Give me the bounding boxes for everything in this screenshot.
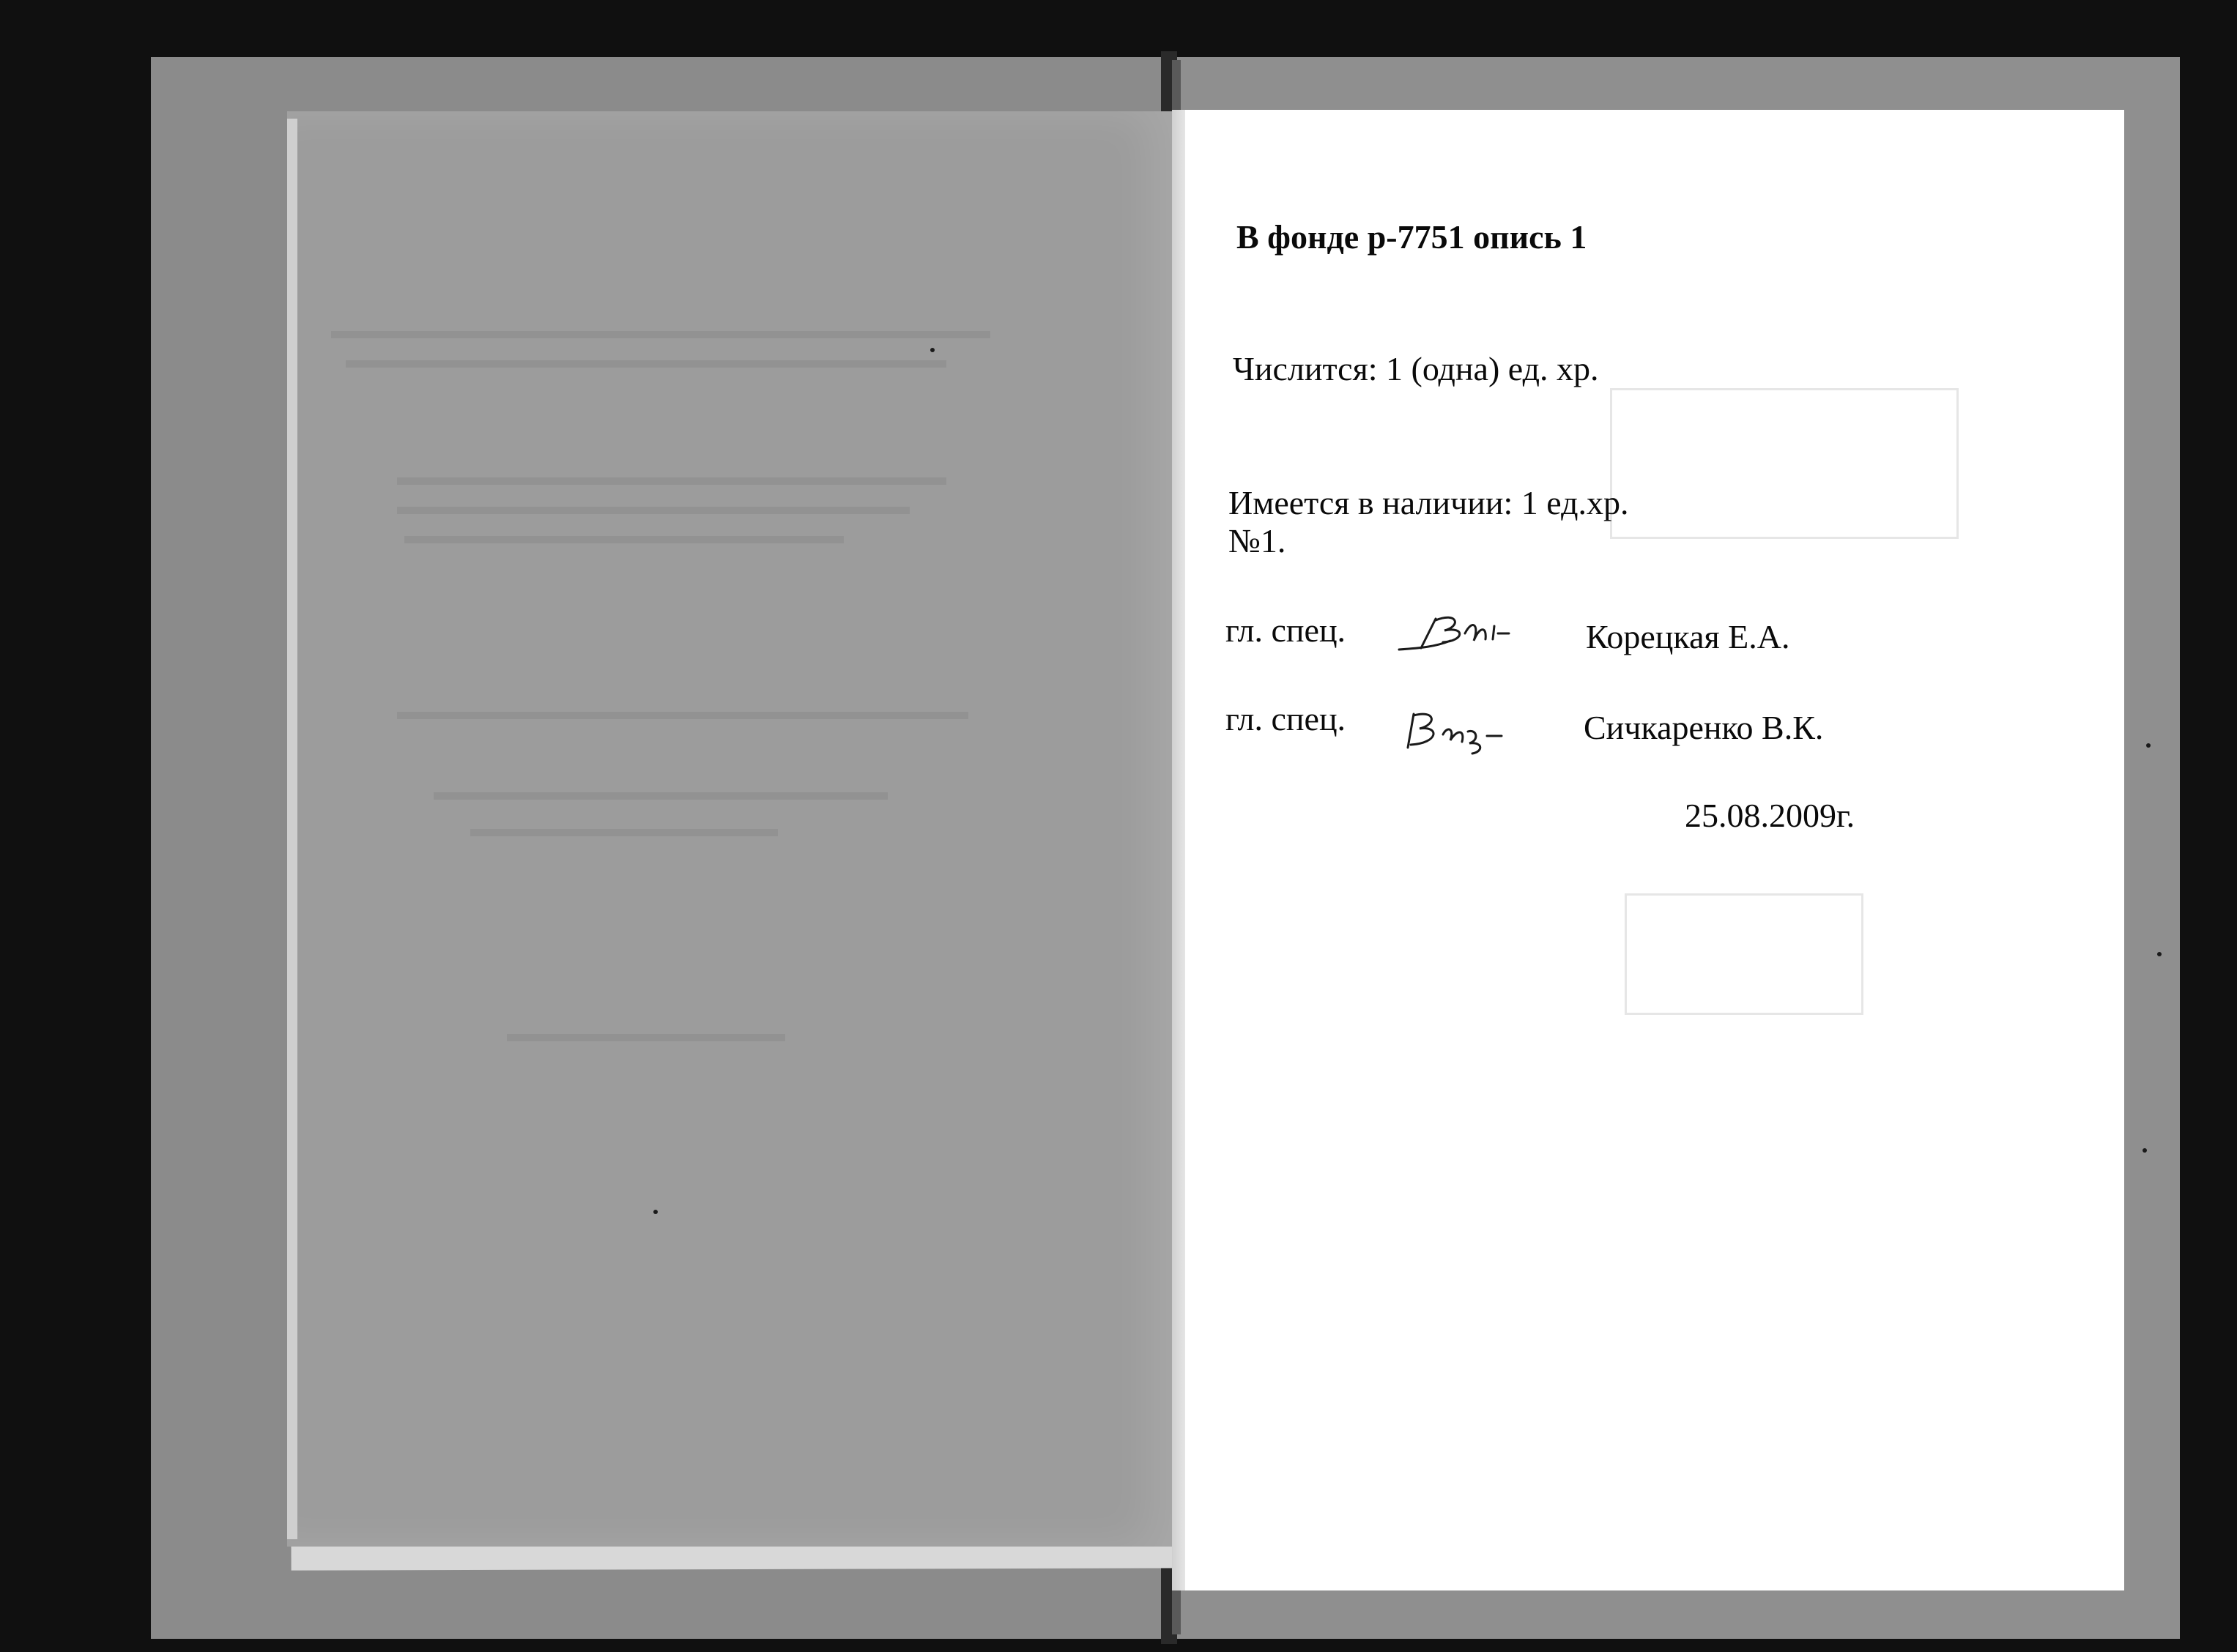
bleed-through-line xyxy=(346,360,946,368)
item-number: №1. xyxy=(1228,522,1286,559)
dust-speck xyxy=(2146,743,2151,748)
bleed-through-line xyxy=(507,1034,785,1041)
bleed-through-line xyxy=(470,829,778,836)
bleed-through-line xyxy=(397,507,910,514)
available-count: Имеется в наличии: 1 ед.хр. xyxy=(1228,484,1629,521)
left-page-edge xyxy=(287,119,297,1539)
bleed-through-line xyxy=(331,331,990,338)
listed-count: Числится: 1 (одна) ед. хр. xyxy=(1233,350,1599,387)
dust-speck xyxy=(653,1210,658,1214)
signatory-1-name: Корецкая Е.А. xyxy=(1586,618,1790,655)
bleed-through-line xyxy=(404,536,844,543)
signatory-2-position: гл. спец. xyxy=(1225,700,1346,737)
fond-heading: В фонде р-7751 опись 1 xyxy=(1236,218,1587,256)
left-blank-page xyxy=(287,111,1179,1547)
signature-1 xyxy=(1392,604,1524,663)
bleed-through-stamp xyxy=(1625,893,1863,1015)
document-date: 25.08.2009г. xyxy=(1685,797,1855,834)
bleed-through-stamp xyxy=(1610,388,1959,539)
dust-speck xyxy=(930,348,935,352)
signature-2 xyxy=(1392,699,1524,758)
bleed-through-line xyxy=(397,477,946,485)
signatory-2-name: Сичкаренко В.К. xyxy=(1584,709,1824,746)
signatory-1-position: гл. спец. xyxy=(1225,611,1346,649)
dust-speck xyxy=(2143,1148,2147,1153)
dust-speck xyxy=(2157,952,2162,956)
bleed-through-line xyxy=(434,792,888,800)
bleed-through-line xyxy=(397,712,968,719)
right-document-page xyxy=(1185,110,2124,1590)
